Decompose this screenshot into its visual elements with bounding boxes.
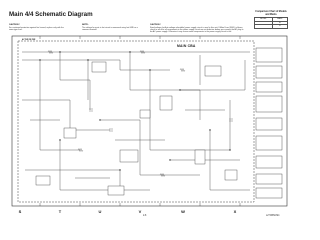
connector-boxes [256, 48, 282, 198]
page-number: 2-8 [143, 215, 147, 217]
comparison-table [254, 17, 288, 29]
caution-left-text: For continued protection against fire hazard, replace only with the same type fuse. [9, 26, 64, 32]
table-header-cell: MODEL [255, 18, 273, 22]
document-code: L27CBSCM4 [266, 215, 280, 217]
table-row [255, 25, 288, 29]
note-middle [82, 24, 138, 31]
note-middle-text: The voltage for parts in hot circuit is measured using hot GND as a common terminal. [82, 26, 138, 32]
comparison-chart [254, 11, 288, 29]
grid-letter-w: W [181, 209, 185, 214]
caution-left-title: CAUTION ! [9, 24, 20, 26]
page-title: Main 4/4 Schematic Diagram [9, 11, 93, 18]
main-cba-boundary [18, 41, 254, 202]
grid-letter-s: S [18, 209, 22, 214]
table-header-cell: MARK [272, 18, 287, 22]
caution-right [150, 24, 244, 34]
table-cell: A [272, 21, 287, 25]
grid-letter-v: V [138, 209, 142, 214]
note-middle-title: NOTE: [82, 24, 89, 26]
component-symbols [36, 62, 237, 195]
table-cell [255, 25, 273, 29]
table-cell: B [272, 25, 287, 29]
grid-letter-t: T [58, 209, 62, 214]
sheet-label: MAIN CBA [177, 44, 196, 48]
comparison-title: Comparison Chart of Models and Marks [255, 11, 287, 16]
grid-letter-u: U [98, 209, 102, 214]
grid-letter-x: X [233, 209, 237, 214]
caution-right-text: Fixed voltage (or Auto voltage selectable) power supply circuit is used in this unit. If Main Fuse (F001) is blown, check to see that all components in the power supply circuit are not defective before you connect the AC plug to the AC power supply. Otherwise it may cause some components in the power supply circuit to fail. [150, 26, 244, 34]
caution-right-title: CAUTION ! [150, 24, 161, 26]
section-label: ACTIVE FILTER [22, 39, 36, 41]
schematic-frame [12, 36, 287, 206]
caution-left [9, 24, 65, 31]
